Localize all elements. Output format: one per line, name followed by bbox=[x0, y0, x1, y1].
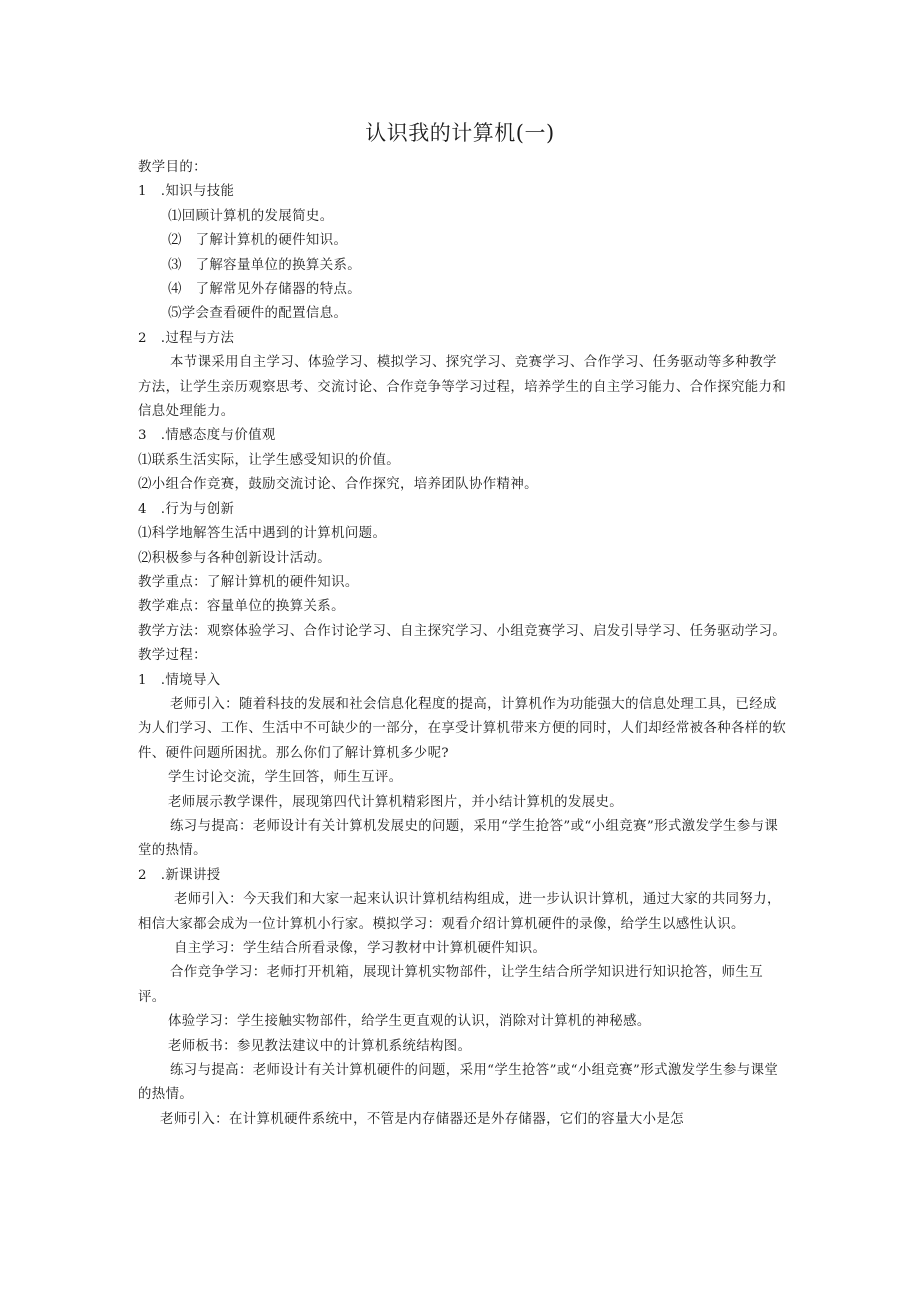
paragraph: 老师引入：今天我们和大家一起来认识计算机结构组成，进一步认识计算机，通过大家的共同努力，相信大家都会成为一位计算机小行家。模拟学习：观看介绍计算机硬件的录像，给学生以感性认识。 bbox=[138, 892, 781, 932]
paragraph: 老师引入：在计算机硬件系统中，不管是内存储器还是外存储器，它们的容量大小是怎 bbox=[160, 1111, 685, 1127]
paragraph: 学生讨论交流，学生回答，师生互评。 bbox=[168, 770, 403, 786]
paragraph: 自主学习：学生结合所看录像，学习教材中计算机硬件知识。 bbox=[174, 941, 547, 956]
paragraph: 本节课采用自主学习、体验学习、模拟学习、探究学习、竞赛学习、合作学习、任务驱动等多种教学方法，让学生亲历观察思考、交流讨论、合作竞争等学习过程，培养学生的自主学习能力、合作探究能力和信息处理能力。 bbox=[138, 355, 787, 420]
paragraph: 合作竞争学习：老师打开机箱，展现计算机实物部件，让学生结合所学知识进行知识抢答，师生互评。 bbox=[138, 965, 763, 1005]
subsection-heading: 2 .过程与方法 bbox=[138, 330, 235, 346]
list-item: ⑵积极参与各种创新设计活动。 bbox=[138, 550, 332, 566]
paragraph: 老师板书：参见教法建议中的计算机系统结构图。 bbox=[168, 1038, 472, 1054]
teaching-methods: 教学方法：观察体验学习、合作讨论学习、自主探究学习、小组竞赛学习、启发引导学习、任务驱动学习。 bbox=[138, 623, 787, 639]
list-item: ⑴联系生活实际，让学生感受知识的价值。 bbox=[138, 452, 401, 468]
subsection-heading: 2 .新课讲授 bbox=[138, 867, 221, 883]
list-item: ⑶ 了解容量单位的换算关系。 bbox=[168, 257, 362, 273]
section-heading: 教学目的： bbox=[138, 160, 207, 175]
paragraph: 老师展示教学课件，展现第四代计算机精彩图片，并小结计算机的发展史。 bbox=[168, 794, 624, 810]
list-item: ⑴回顾计算机的发展简史。 bbox=[168, 208, 334, 224]
section-heading: 教学过程： bbox=[138, 648, 207, 664]
paragraph: 练习与提高：老师设计有关计算机硬件的问题，采用“学生抢答”或“小组竞赛”形式激发学生参与课堂的热情。 bbox=[138, 1063, 779, 1103]
document-title: 认识我的计算机(一) bbox=[365, 121, 555, 145]
key-point: 教学重点：了解计算机的硬件知识。 bbox=[138, 574, 359, 590]
paragraph: 老师引入：随着科技的发展和社会信息化程度的提高，计算机作为功能强大的信息处理工具，已经成为人们学习、工作、生活中不可缺少的一部分，在享受计算机带来方便的同时，人们却经常被各种各样的软件、硬件问题所困扰。那么你们了解计算机多少呢? bbox=[138, 696, 787, 761]
list-item: ⑷ 了解常见外存储器的特点。 bbox=[168, 282, 362, 298]
paragraph: 练习与提高：老师设计有关计算机发展史的问题，采用“学生抢答”或“小组竞赛”形式激发学生参与课堂的热情。 bbox=[138, 818, 779, 859]
list-item: ⑵ 了解计算机的硬件知识。 bbox=[168, 233, 348, 249]
paragraph: 体验学习：学生接触实物部件，给学生更直观的认识，消除对计算机的神秘感。 bbox=[168, 1014, 651, 1030]
list-item: ⑴科学地解答生活中遇到的计算机问题。 bbox=[138, 526, 387, 542]
subsection-heading: 1 .情境导入 bbox=[138, 672, 221, 688]
difficult-point: 教学难点：容量单位的换算关系。 bbox=[138, 599, 345, 615]
subsection-heading: 4 .行为与创新 bbox=[138, 501, 235, 517]
list-item: ⑵小组合作竞赛，鼓励交流讨论、合作探究，培养团队协作精神。 bbox=[138, 477, 538, 493]
document-body bbox=[138, 156, 790, 1132]
list-item: ⑸学会查看硬件的配置信息。 bbox=[168, 306, 348, 322]
subsection-heading: 1 .知识与技能 bbox=[138, 184, 235, 200]
subsection-heading: 3 .情感态度与价值观 bbox=[138, 428, 276, 444]
